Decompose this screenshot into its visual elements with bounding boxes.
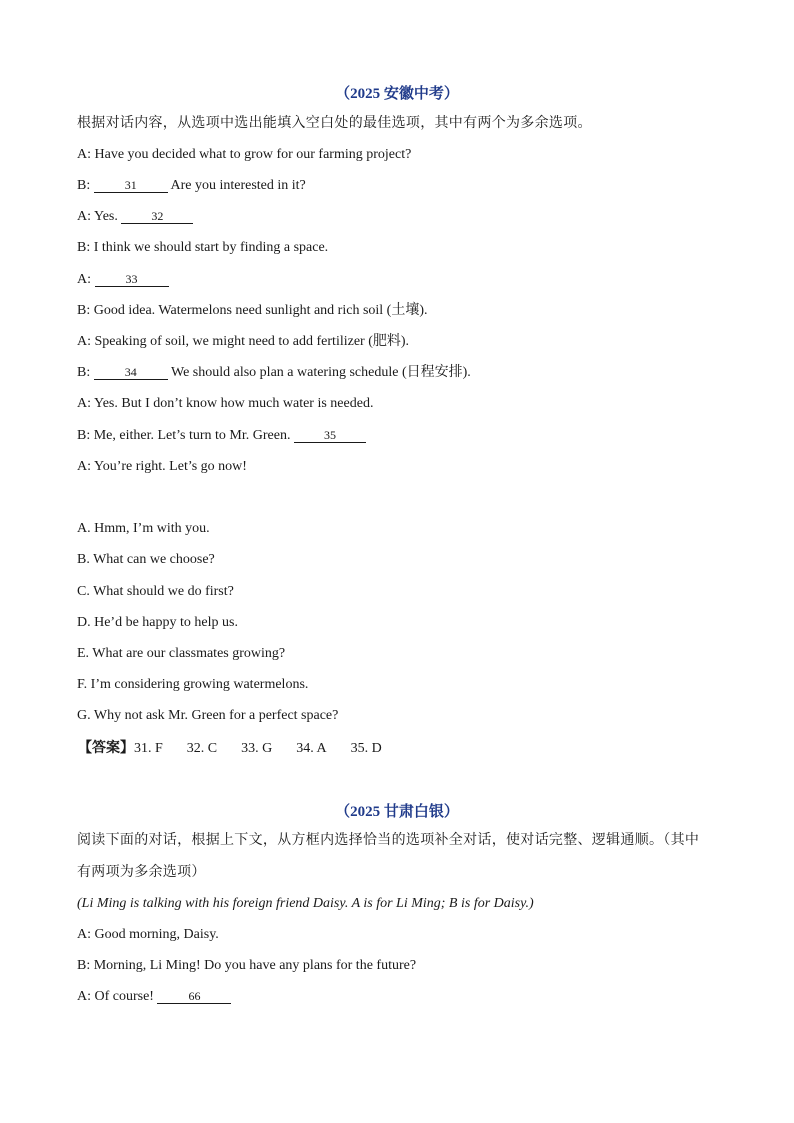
answer-item: 35. D <box>350 741 382 756</box>
dialogue-line <box>77 926 219 944</box>
blank-32[interactable]: 32 <box>121 209 193 224</box>
speaker: B: <box>77 303 91 318</box>
option-d: D. He’d be happy to help us. <box>77 615 238 630</box>
speaker: A: <box>77 209 91 224</box>
dialogue-text: Yes. <box>93 209 118 224</box>
dialogue-text: Good morning, Daisy. <box>94 927 219 942</box>
answer-label: 【答案】 <box>78 740 134 756</box>
dialogue-line <box>77 271 169 289</box>
option-a: A. Hmm, I’m with you. <box>77 521 210 536</box>
speaker: A: <box>77 396 91 411</box>
dialogue-line <box>77 302 428 320</box>
blank-31[interactable]: 31 <box>94 178 168 193</box>
option-b: B. What can we choose? <box>77 552 215 567</box>
instruction: 根据对话内容，从选项中选出能填入空白处的最佳选项，其中有两个为多余选项。 <box>77 115 592 131</box>
dialogue-line <box>77 458 247 476</box>
dialogue-text: Are you interested in it? <box>170 178 306 193</box>
blank-35[interactable]: 35 <box>294 428 366 443</box>
dialogue-line <box>77 988 231 1006</box>
speaker: B: <box>77 178 91 193</box>
dialogue-text: Of course! <box>94 989 154 1004</box>
answer-item: 34. A <box>296 741 327 756</box>
answer-item: 33. G <box>241 741 273 756</box>
dialogue-line <box>77 146 411 164</box>
answer-item: 31. F <box>134 741 163 756</box>
instruction: 有两项为多余选项） <box>77 864 206 880</box>
dialogue-text: Morning, Li Ming! Do you have any plans for the future? <box>93 958 417 973</box>
option-c: C. What should we do first? <box>77 584 234 599</box>
speaker: B: <box>77 365 91 380</box>
option-f: F. I’m considering growing watermelons. <box>77 677 309 692</box>
dialogue-text: You’re right. Let’s go now! <box>93 459 247 474</box>
option-g: G. Why not ask Mr. Green for a perfect space? <box>77 708 339 723</box>
section-title: （2025 甘肃白银） <box>335 804 459 820</box>
dialogue-line <box>77 333 409 351</box>
option-e: E. What are our classmates growing? <box>77 646 286 661</box>
speaker: A: <box>77 147 91 162</box>
dialogue-line <box>77 957 416 975</box>
dialogue-line <box>77 427 366 445</box>
dialogue-text: Have you decided what to grow for our farming project? <box>94 147 412 162</box>
dialogue-text: We should also plan a watering schedule (日程安排). <box>170 365 471 380</box>
speaker: A: <box>77 272 91 287</box>
dialogue-line <box>77 177 306 195</box>
instruction: 阅读下面的对话，根据上下文，从方框内选择恰当的选项补全对话，使对话完整、逻辑通顺。（其中 <box>77 832 700 848</box>
dialogue-line <box>77 364 471 382</box>
dialogue-text: Me, either. Let’s turn to Mr. Green. <box>93 428 291 443</box>
blank-66[interactable]: 66 <box>157 989 231 1004</box>
speaker: A: <box>77 927 91 942</box>
dialogue-text: Yes. But I don’t know how much water is needed. <box>93 396 374 411</box>
dialogue-text: Good idea. Watermelons need sunlight and rich soil (土壤). <box>93 303 428 318</box>
dialogue-text: Speaking of soil, we might need to add fertilizer (肥料). <box>94 334 410 349</box>
dialogue-line <box>77 208 193 226</box>
section-title: （2025 安徽中考） <box>335 86 459 102</box>
dialogue-line <box>77 239 328 257</box>
speaker: B: <box>77 428 91 443</box>
blank-34[interactable]: 34 <box>94 365 168 380</box>
answer-key <box>78 739 406 758</box>
dialogue-text: I think we should start by finding a space. <box>93 240 329 255</box>
speaker: B: <box>77 958 91 973</box>
speaker: A: <box>77 989 91 1004</box>
speaker: A: <box>77 334 91 349</box>
speaker: B: <box>77 240 91 255</box>
answer-item: 32. C <box>186 741 218 756</box>
dialogue-line <box>77 395 373 413</box>
speaker: A: <box>77 459 91 474</box>
context-note: (Li Ming is talking with his foreign friend Daisy. A is for Li Ming; B is for Daisy.) <box>77 896 534 911</box>
blank-33[interactable]: 33 <box>95 272 169 287</box>
